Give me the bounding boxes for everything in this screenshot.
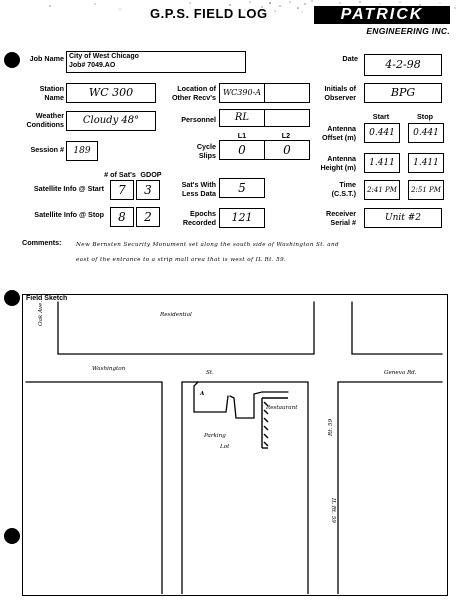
session-value: 189 bbox=[73, 146, 91, 156]
antenna-offset-stop-field[interactable] bbox=[408, 123, 444, 143]
session-label: Session # bbox=[30, 145, 64, 154]
antenna-offset-start: 0.441 bbox=[369, 128, 395, 138]
antenna-height-start: 1.411 bbox=[369, 158, 395, 168]
date-value: 4-2-98 bbox=[385, 58, 421, 71]
location-value: WC390-A bbox=[222, 88, 262, 97]
sat-start-sats: 7 bbox=[118, 183, 126, 197]
sketch-st: St. bbox=[206, 370, 214, 376]
comment-line-2: east of the entrance to a strip mall area that is west of IL Rt. 59. bbox=[76, 257, 287, 263]
gdop-header: GDOP bbox=[140, 170, 162, 179]
sats-less-label-2: Less Data bbox=[182, 189, 216, 198]
antenna-offset-label-2: Offset (m) bbox=[322, 133, 356, 142]
antenna-height-stop: 1.411 bbox=[413, 158, 439, 168]
epochs-field[interactable] bbox=[219, 208, 265, 228]
time-stop-field[interactable] bbox=[408, 180, 444, 200]
weather-label-2: Conditions bbox=[26, 120, 64, 129]
sat-stop-gdop: 2 bbox=[144, 210, 152, 224]
receiver-label-2: Serial # bbox=[330, 218, 356, 227]
company-logo bbox=[314, 6, 450, 38]
location-label-1: Location of bbox=[177, 84, 216, 93]
start-header: Start bbox=[372, 112, 390, 121]
sketch-residential: Residential bbox=[160, 312, 192, 318]
epochs-label-2: Recorded bbox=[182, 218, 216, 227]
time-stop: 2:51 PM bbox=[411, 186, 441, 194]
sketch-parking-lot-1: Parking bbox=[204, 433, 226, 439]
personnel-field-2[interactable] bbox=[264, 109, 310, 127]
job-name-label: Job Name bbox=[29, 54, 64, 63]
cycle-l2-field[interactable] bbox=[264, 140, 310, 160]
sat-stop-sats-field[interactable] bbox=[110, 207, 134, 227]
antenna-height-label-1: Antenna bbox=[327, 154, 356, 163]
sat-stop-label: Satellite Info @ Stop bbox=[34, 210, 104, 219]
antenna-height-start-field[interactable] bbox=[364, 153, 400, 173]
weather-label-1: Weather bbox=[35, 111, 64, 120]
initials-label-1: Initials of bbox=[324, 84, 356, 93]
sats-less-label-1: Sat's With bbox=[181, 180, 216, 189]
weather-field[interactable] bbox=[66, 111, 156, 131]
cycle-l1-field[interactable] bbox=[219, 140, 265, 160]
date-label: Date bbox=[342, 54, 358, 63]
time-start: 2:41 PM bbox=[367, 186, 397, 194]
receiver-field[interactable] bbox=[364, 208, 442, 228]
epochs-label-1: Epochs bbox=[190, 209, 216, 218]
cycle-l2-header: L2 bbox=[281, 131, 291, 140]
cycle-l1-value: 0 bbox=[238, 143, 246, 157]
personnel-value: RL bbox=[234, 112, 250, 123]
time-label-1: Time bbox=[339, 180, 356, 189]
antenna-offset-label-1: Antenna bbox=[327, 124, 356, 133]
epochs-value: 121 bbox=[231, 211, 253, 224]
sketch-geneva: Geneva Rd. bbox=[384, 370, 417, 376]
personnel-label: Personnel bbox=[181, 115, 216, 124]
comments-label: Comments: bbox=[22, 238, 62, 247]
weather-value: Cloudy 48° bbox=[82, 115, 140, 126]
sketch-parking-lot-2: Lot bbox=[220, 444, 230, 450]
page-title: G.P.S. FIELD LOG bbox=[150, 6, 268, 21]
station-name-field[interactable] bbox=[66, 83, 156, 103]
sat-stop-gdop-field[interactable] bbox=[136, 207, 160, 227]
binder-hole-middle bbox=[4, 290, 20, 306]
cycle-l1-header: L1 bbox=[237, 131, 247, 140]
stop-header: Stop bbox=[417, 112, 433, 121]
field-sketch-label: Field Sketch bbox=[26, 295, 68, 302]
sketch-marker: A bbox=[200, 391, 205, 397]
station-name-label-2: Name bbox=[44, 93, 64, 102]
job-name-line2: Job# 7049.AO bbox=[69, 62, 116, 69]
antenna-height-stop-field[interactable] bbox=[408, 153, 444, 173]
sats-less-value: 5 bbox=[238, 181, 246, 195]
antenna-offset-start-field[interactable] bbox=[364, 123, 400, 143]
sketch-washington: Washington bbox=[92, 366, 126, 372]
cycle-label-1: Cycle bbox=[196, 142, 216, 151]
location-label-2: Other Recv's bbox=[171, 93, 216, 102]
initials-field[interactable] bbox=[364, 83, 442, 103]
antenna-offset-stop: 0.441 bbox=[413, 128, 439, 138]
binder-hole-bottom bbox=[4, 528, 20, 544]
time-start-field[interactable] bbox=[364, 180, 400, 200]
session-field[interactable] bbox=[66, 141, 98, 161]
sat-start-label: Satellite Info @ Start bbox=[33, 184, 104, 193]
sketch-oak-ave: Oak Ave. bbox=[38, 300, 44, 326]
sats-less-field[interactable] bbox=[219, 178, 265, 198]
field-sketch-drawing bbox=[22, 294, 446, 594]
receiver-value: Unit #2 bbox=[384, 213, 421, 223]
job-name-line1: City of West Chicago bbox=[69, 53, 139, 60]
job-name-field[interactable] bbox=[66, 51, 246, 73]
logo-sub: ENGINEERING INC. bbox=[366, 26, 450, 36]
station-name-label-1: Station bbox=[39, 84, 64, 93]
antenna-height-label-2: Height (m) bbox=[320, 163, 356, 172]
location-field-2[interactable] bbox=[264, 83, 310, 103]
sat-start-gdop-field[interactable] bbox=[136, 180, 160, 200]
cycle-l2-value: 0 bbox=[283, 143, 291, 157]
sat-stop-sats: 8 bbox=[118, 210, 126, 224]
sketch-rt59-side: IL Rt. 59 bbox=[330, 498, 336, 523]
initials-value: BPG bbox=[390, 86, 416, 99]
sats-header: # of Sat's bbox=[104, 170, 136, 179]
comment-line-1: New Bernsten Security Monument set along the south side of Washington St. and bbox=[76, 242, 339, 248]
sketch-rt59-top: Rt. 59 bbox=[328, 418, 334, 436]
sketch-restaurant: Restaurant bbox=[266, 405, 298, 411]
time-label-2: (C.S.T.) bbox=[331, 189, 356, 198]
station-name-value: WC 300 bbox=[88, 86, 134, 99]
logo-main: PATRICK bbox=[314, 6, 450, 24]
location-field-1[interactable] bbox=[219, 83, 265, 103]
sat-start-sats-field[interactable] bbox=[110, 180, 134, 200]
date-field[interactable] bbox=[364, 54, 442, 76]
personnel-field-1[interactable] bbox=[219, 109, 265, 127]
sat-start-gdop: 3 bbox=[144, 183, 152, 197]
cycle-label-2: Slips bbox=[198, 151, 216, 160]
receiver-label-1: Receiver bbox=[326, 209, 356, 218]
initials-label-2: Observer bbox=[324, 93, 356, 102]
